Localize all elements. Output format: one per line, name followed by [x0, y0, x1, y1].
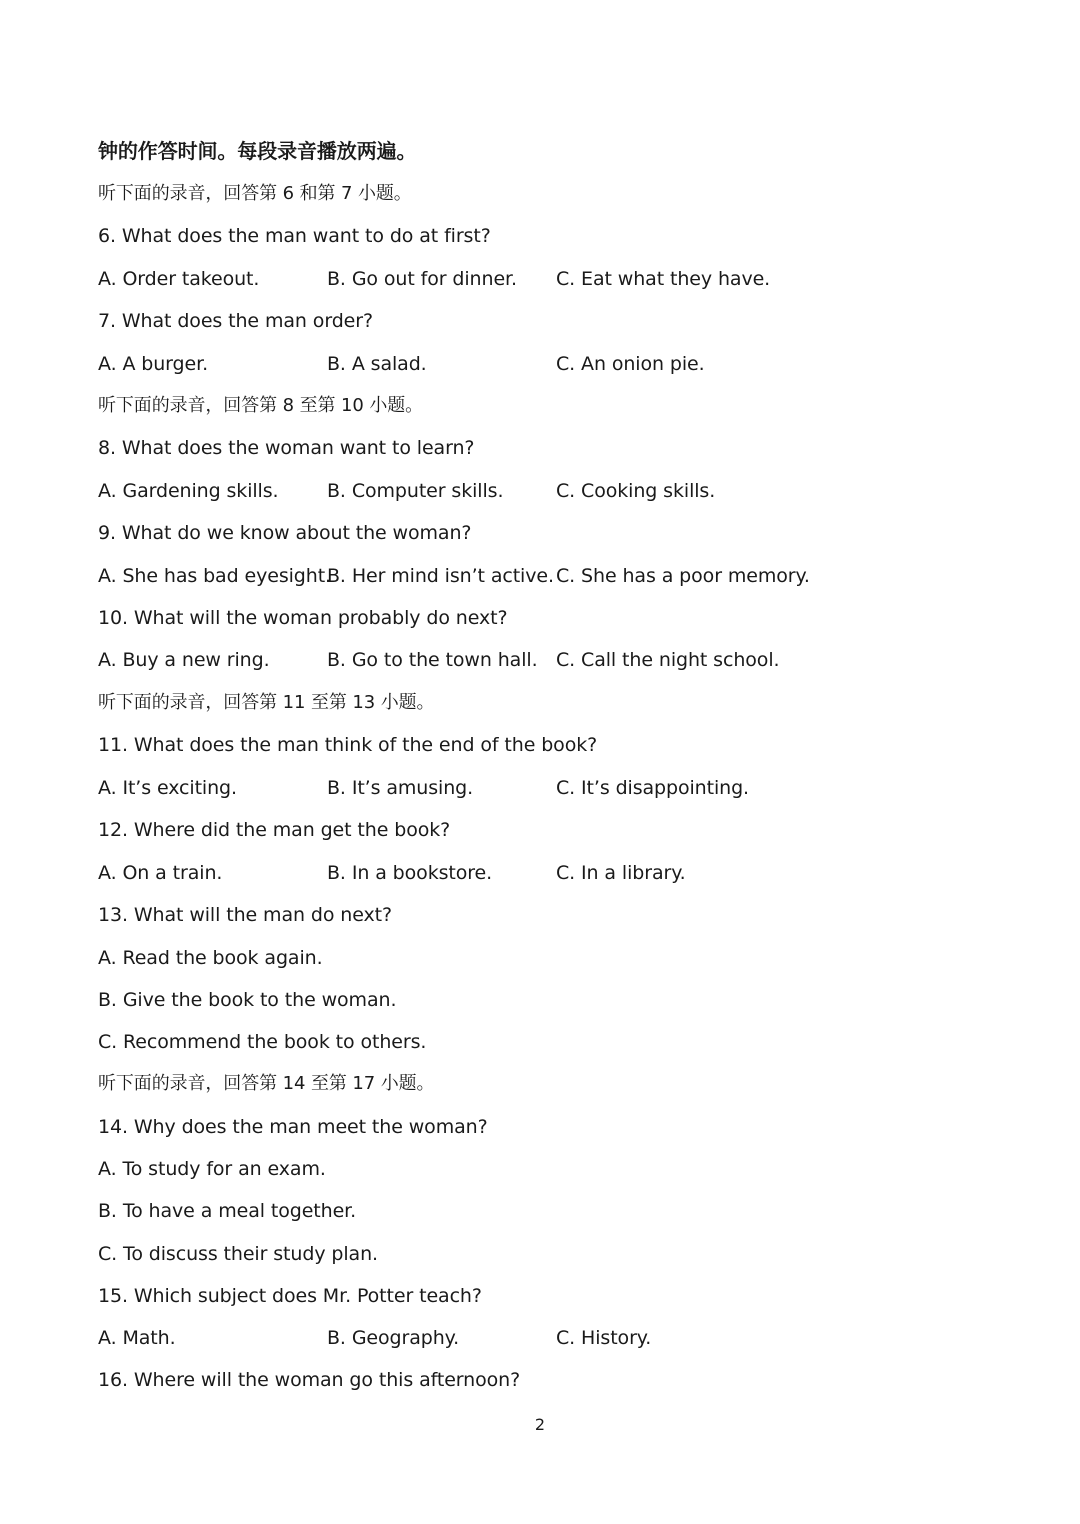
option-a: A. Order takeout. [98, 268, 260, 290]
options-7 [98, 351, 898, 377]
option-a: A. On a train. [98, 862, 223, 884]
option-c: C. History. [556, 1327, 652, 1349]
option-c: C. Recommend the book to others. [98, 1031, 427, 1053]
option-c: C. She has a poor memory. [556, 565, 810, 587]
option-c: C. An onion pie. [556, 353, 705, 375]
question-16: 16. Where will the woman go this afternoon? [98, 1369, 521, 1391]
options-9 [98, 563, 898, 589]
instruction-11-13: 听下面的录音，回答第 11 至第 13 小题。 [98, 692, 435, 713]
option-b: B. Give the book to the woman. [98, 989, 397, 1011]
question-9: 9. What do we know about the woman? [98, 522, 472, 544]
instruction-6-7: 听下面的录音，回答第 6 和第 7 小题。 [98, 183, 412, 204]
option-b: B. Go out for dinner. [327, 268, 517, 290]
page-number: 2 [534, 1415, 546, 1434]
option-b: B. A salad. [327, 353, 427, 375]
option-c: C. To discuss their study plan. [98, 1243, 378, 1265]
option-a: A. To study for an exam. [98, 1158, 326, 1180]
question-12: 12. Where did the man get the book? [98, 819, 451, 841]
option-b: B. It’s amusing. [327, 777, 474, 799]
option-b: B. Geography. [327, 1327, 460, 1349]
question-10: 10. What will the woman probably do next? [98, 607, 508, 629]
question-8: 8. What does the woman want to learn? [98, 437, 475, 459]
question-15: 15. Which subject does Mr. Potter teach? [98, 1285, 482, 1307]
option-a: A. Buy a new ring. [98, 649, 270, 671]
option-b: B. To have a meal together. [98, 1200, 357, 1222]
options-12 [98, 860, 898, 886]
options-6 [98, 266, 898, 292]
option-b: B. Computer skills. [327, 480, 504, 502]
option-c: C. Call the night school. [556, 649, 780, 671]
option-c: C. Eat what they have. [556, 268, 771, 290]
option-a: A. She has bad eyesight. [98, 565, 331, 587]
instruction-14-17: 听下面的录音，回答第 14 至第 17 小题。 [98, 1073, 435, 1094]
options-8 [98, 478, 898, 504]
question-7: 7. What does the man order? [98, 310, 373, 332]
option-a: A. A burger. [98, 353, 209, 375]
option-c: C. In a library. [556, 862, 686, 884]
options-15 [98, 1325, 898, 1351]
option-c: C. Cooking skills. [556, 480, 716, 502]
option-a: A. Math. [98, 1327, 176, 1349]
options-11 [98, 775, 898, 801]
question-14: 14. Why does the man meet the woman? [98, 1116, 488, 1138]
option-a: A. It’s exciting. [98, 777, 237, 799]
instruction-8-10: 听下面的录音，回答第 8 至第 10 小题。 [98, 395, 424, 416]
question-11: 11. What does the man think of the end of the book? [98, 734, 598, 756]
option-b: B. In a bookstore. [327, 862, 493, 884]
question-6: 6. What does the man want to do at first? [98, 225, 491, 247]
option-a: A. Read the book again. [98, 947, 323, 969]
option-a: A. Gardening skills. [98, 480, 279, 502]
question-13: 13. What will the man do next? [98, 904, 392, 926]
section-header: 钟的作答时间。每段录音播放两遍。 [98, 139, 417, 163]
option-b: B. Her mind isn’t active. [327, 565, 554, 587]
option-b: B. Go to the town hall. [327, 649, 538, 671]
options-10 [98, 647, 898, 673]
option-c: C. It’s disappointing. [556, 777, 749, 799]
